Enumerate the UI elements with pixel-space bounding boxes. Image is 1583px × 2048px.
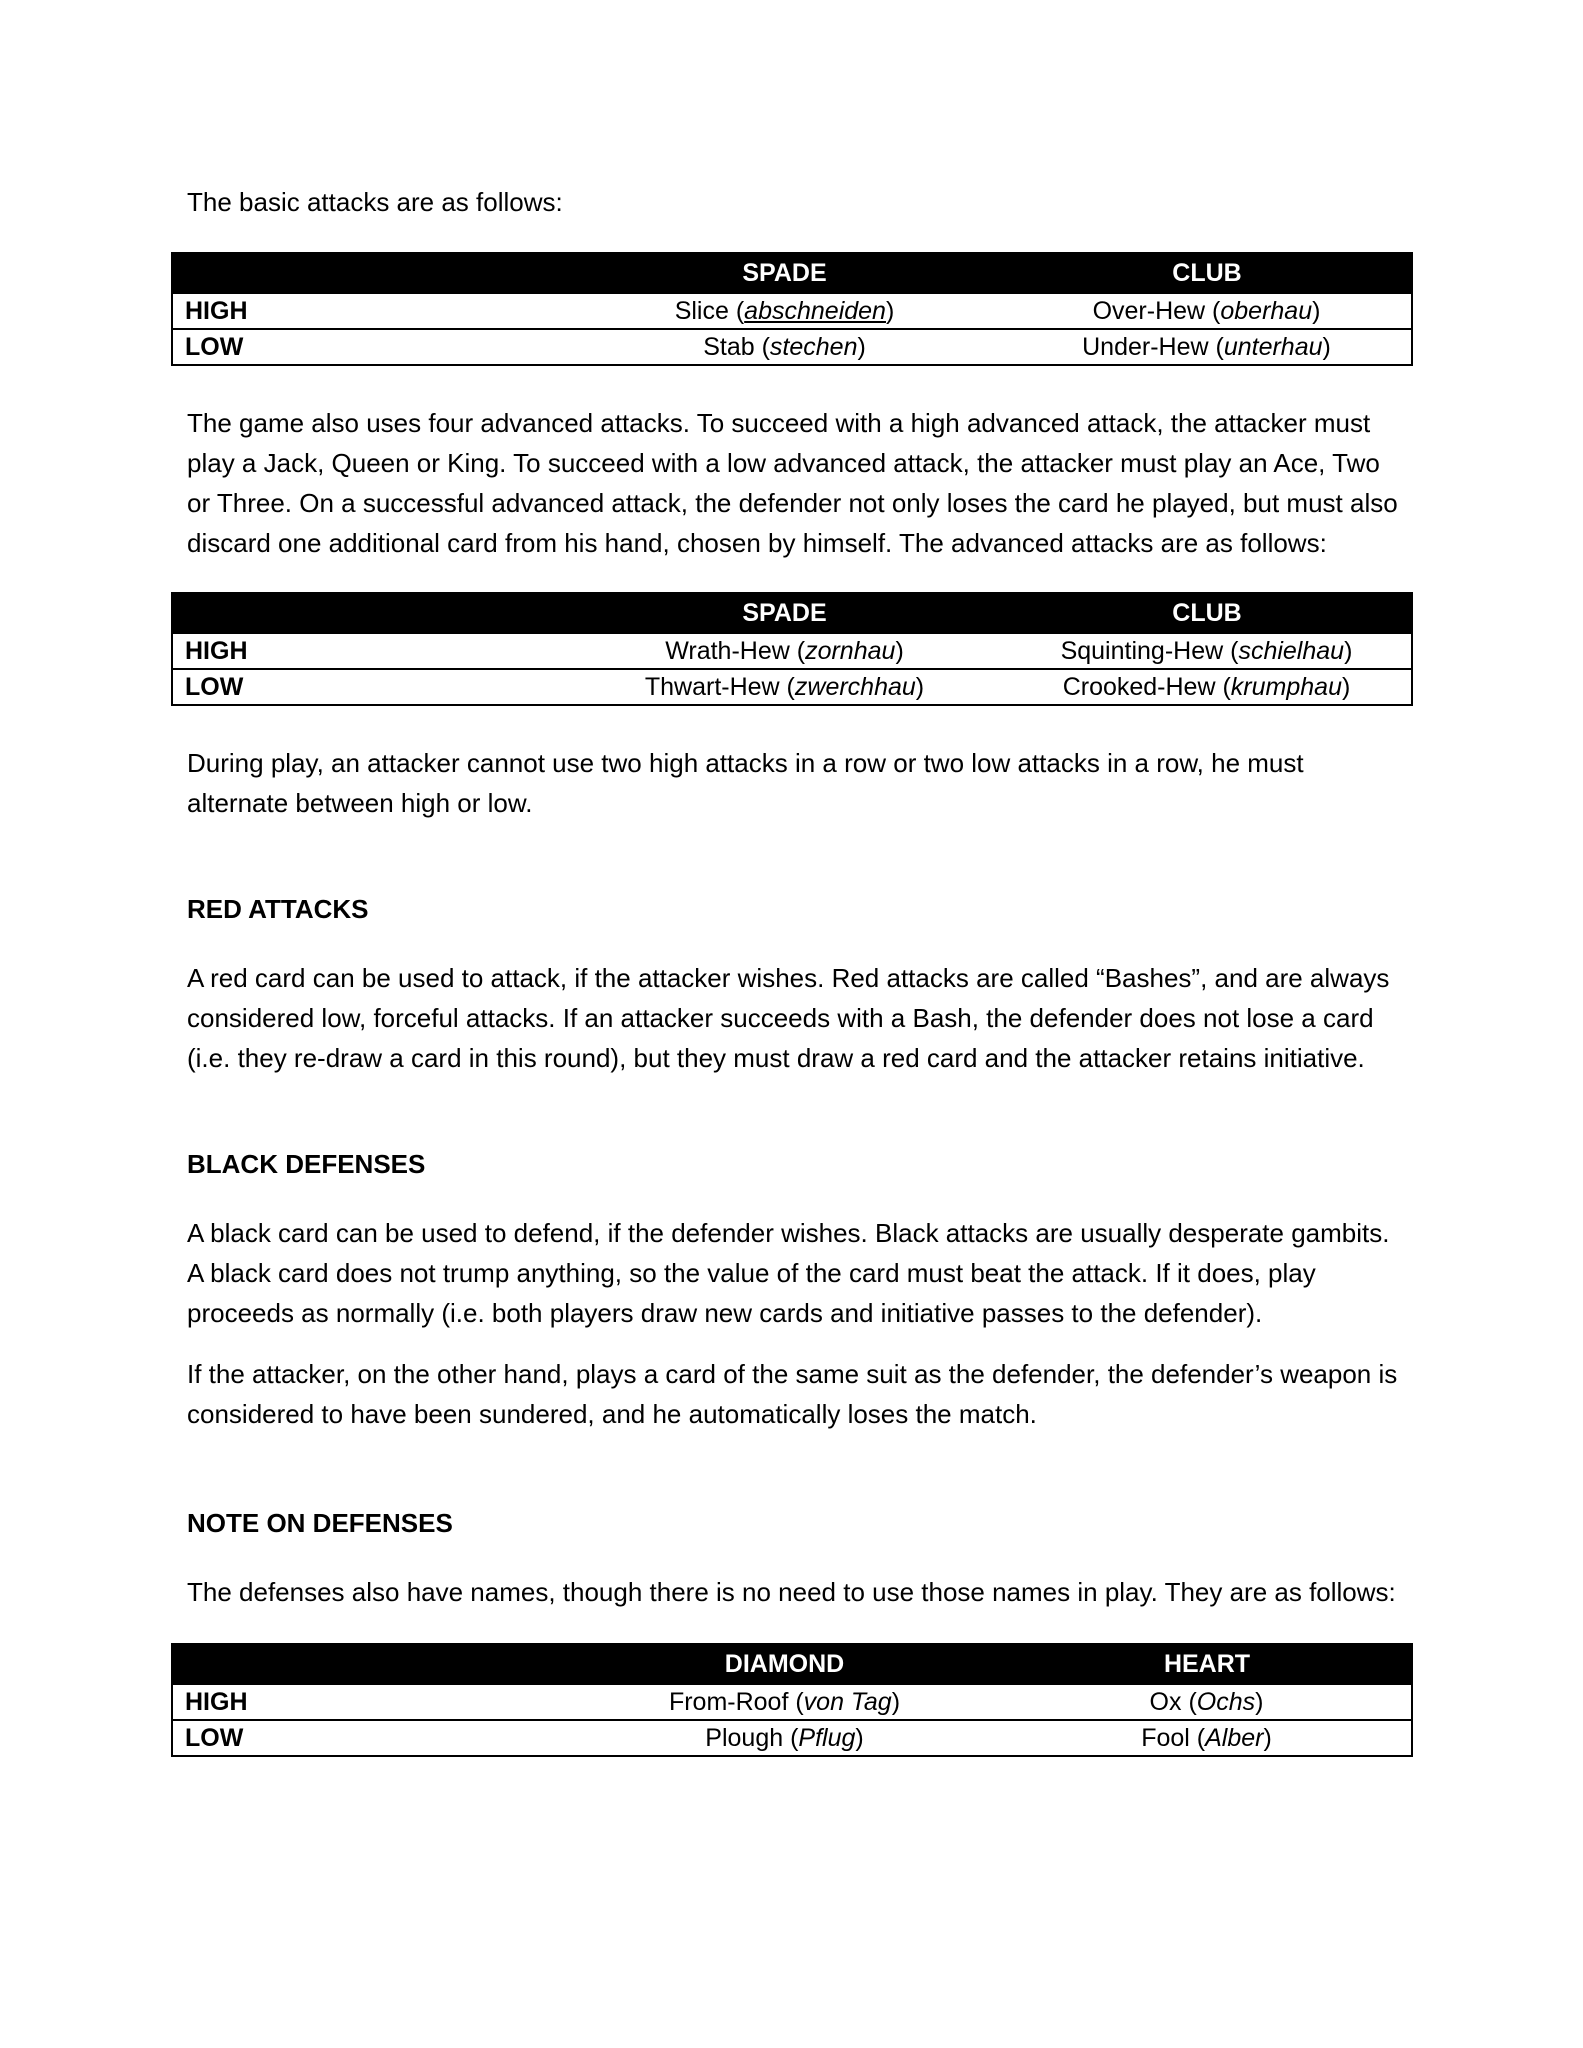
- header-cell-club: CLUB: [1002, 253, 1412, 293]
- alternate-paragraph: During play, an attacker cannot use two high attacks in a row or two low attacks in a row, he must alternate between high or low.: [187, 748, 1304, 818]
- table-cell: Wrath-Hew (zornhau): [567, 633, 1002, 669]
- table-cell: Under-Hew (unterhau): [1002, 329, 1412, 365]
- header-cell-diamond: DIAMOND: [567, 1644, 1002, 1684]
- red-attacks-heading: RED ATTACKS: [187, 894, 369, 924]
- advanced-attacks-table: [171, 592, 1413, 706]
- header-cell-heart: HEART: [1002, 1644, 1412, 1684]
- table-row: [172, 633, 1412, 669]
- row-label: HIGH: [172, 633, 567, 669]
- black-defenses-paragraph-1: A black card can be used to defend, if the defender wishes. Black attacks are usually desperate gambits. A black card does not trump anything, so the value of the card must beat the attack. If it does, play proceeds as normally (i.e. both players draw new cards and initiative passes to the defender).: [187, 1218, 1390, 1328]
- header-cell-empty: [172, 1644, 567, 1684]
- note-defenses-paragraph: The defenses also have names, though there is no need to use those names in play. They are as follows:: [187, 1577, 1396, 1607]
- table-cell: Plough (Pflug): [567, 1720, 1002, 1756]
- intro-basic-attacks: The basic attacks are as follows:: [187, 187, 563, 217]
- table-row: [172, 293, 1412, 329]
- table-cell: Over-Hew (oberhau): [1002, 293, 1412, 329]
- table-cell: From-Roof (von Tag): [567, 1684, 1002, 1720]
- header-cell-empty: [172, 253, 567, 293]
- black-defenses-paragraph-2: If the attacker, on the other hand, plays a card of the same suit as the defender, the defender’s weapon is considered to have been sundered, and he automatically loses the match.: [187, 1359, 1398, 1429]
- black-defenses-heading: BLACK DEFENSES: [187, 1149, 426, 1179]
- basic-attacks-table: [171, 252, 1413, 366]
- row-label: LOW: [172, 329, 567, 365]
- table-cell: Squinting-Hew (schielhau): [1002, 633, 1412, 669]
- table-cell: Fool (Alber): [1002, 1720, 1412, 1756]
- table-header-row: [172, 593, 1412, 633]
- row-label: LOW: [172, 1720, 567, 1756]
- header-cell-spade: SPADE: [567, 253, 1002, 293]
- table-cell: Stab (stechen): [567, 329, 1002, 365]
- table-row: [172, 329, 1412, 365]
- header-cell-club: CLUB: [1002, 593, 1412, 633]
- row-label: HIGH: [172, 1684, 567, 1720]
- table-cell: Thwart-Hew (zwerchhau): [567, 669, 1002, 705]
- table-header-row: [172, 1644, 1412, 1684]
- row-label: LOW: [172, 669, 567, 705]
- table-cell: Slice (abschneiden): [567, 293, 1002, 329]
- advanced-attacks-paragraph: The game also uses four advanced attacks. To succeed with a high advanced attack, the attacker must play a Jack, Queen or King. To succeed with a low advanced attack, the attacker must play an Ace, Two or Three. On a successful advanced attack, the defender not only loses the card he played, but must also discard one additional card from his hand, chosen by himself. The advanced attacks are as follows:: [187, 408, 1398, 558]
- table-row: [172, 1720, 1412, 1756]
- table-cell: Crooked-Hew (krumphau): [1002, 669, 1412, 705]
- table-cell: Ox (Ochs): [1002, 1684, 1412, 1720]
- table-row: [172, 1684, 1412, 1720]
- red-attacks-paragraph: A red card can be used to attack, if the attacker wishes. Red attacks are called “Bashes”, and are always considered low, forceful attacks. If an attacker succeeds with a Bash, the defender does not lose a card (i.e. they re-draw a card in this round), but they must draw a red card and the attacker retains initiative.: [187, 963, 1390, 1073]
- note-defenses-heading: NOTE ON DEFENSES: [187, 1508, 453, 1538]
- header-cell-spade: SPADE: [567, 593, 1002, 633]
- table-row: [172, 669, 1412, 705]
- table-header-row: [172, 253, 1412, 293]
- header-cell-empty: [172, 593, 567, 633]
- row-label: HIGH: [172, 293, 567, 329]
- defenses-table: [171, 1643, 1413, 1757]
